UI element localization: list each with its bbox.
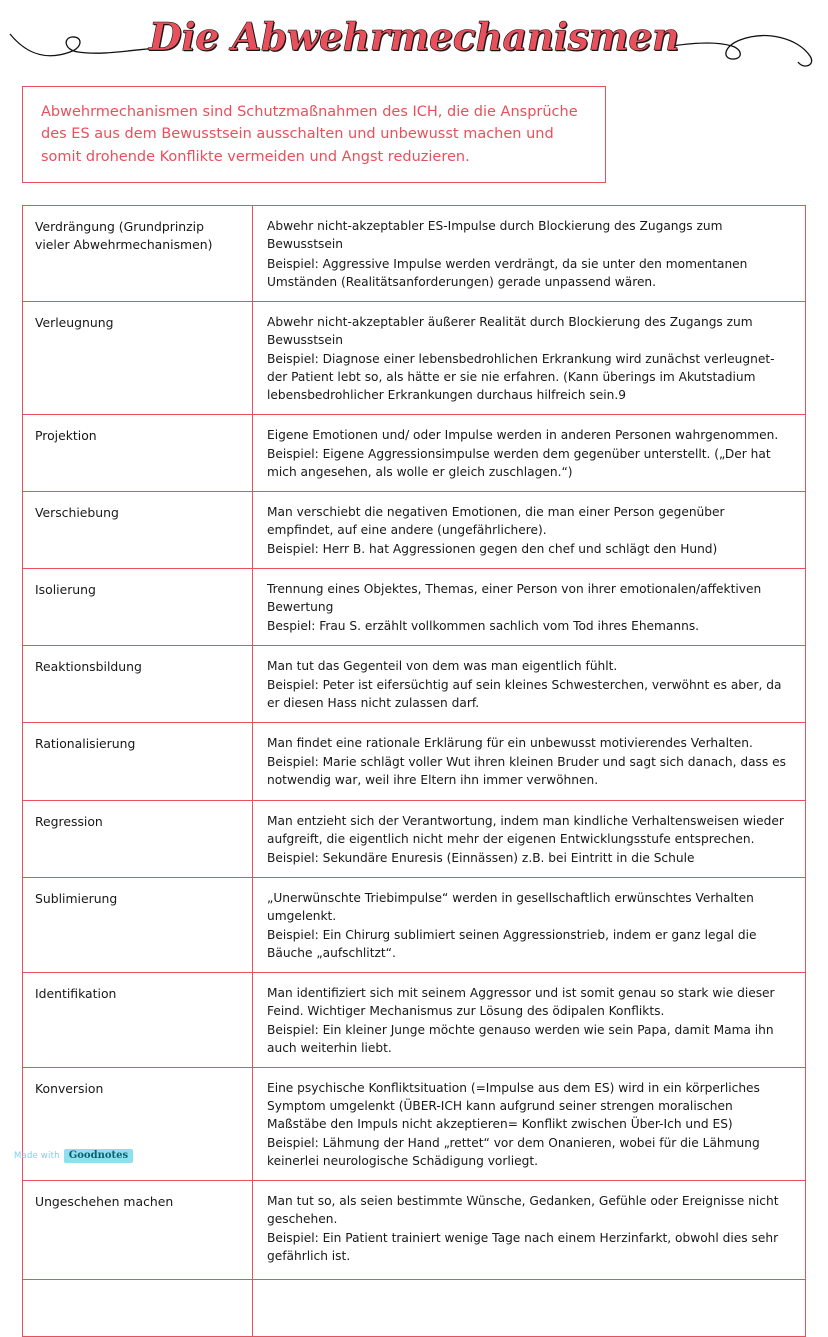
term-cell: Identifikation [23,973,253,1067]
term-cell: Projektion [23,415,253,491]
table-row [23,1068,805,1181]
table-row [23,415,805,492]
description-line: Man entzieht sich der Verantwortung, indem man kindliche Verhaltensweisen wieder aufgreift, die eigentlich nicht mehr der eigenen Entwicklungsstufe entsprechen. [267,813,784,846]
table-row [23,206,805,301]
example-line: Beispiel: Ein kleiner Junge möchte genauso werden wie sein Papa, damit Mama ihn auch weiterhin liebt. [267,1022,774,1055]
example-line: Beispiel: Peter ist eifersüchtig auf sein kleines Schwesterchen, verwöhnt es aber, da er diesen Hass nicht zulassen darf. [267,678,782,711]
made-with-label: Made with [14,1151,60,1161]
goodnotes-badge [14,1149,133,1163]
description-cell [253,1068,805,1180]
description-line: Man findet eine rationale Erklärung für ein unbewusst motivierendes Verhalten. [267,736,753,751]
description-line: „Unerwünschte Triebimpulse“ werden in gesellschaftlich erwünschtes Verhalten umgelenkt. [267,890,754,923]
description-cell [253,569,805,645]
table-row [23,492,805,569]
description-line: Man verschiebt die negativen Emotionen, die man einer Person gegenüber empfindet, auf eine andere (ungefährlichere). [267,504,725,538]
table-row [23,878,805,973]
description-line: Abwehr nicht-akzeptabler ES-Impulse durch Blockierung des Zugangs zum Bewusstsein [267,219,723,252]
description-cell [253,206,805,300]
term-cell: Regression [23,801,253,877]
table-row [23,569,805,646]
term-cell: Reaktionsbildung [23,646,253,722]
description-cell-empty [253,1280,805,1336]
table-row-empty [23,1280,805,1337]
description-cell [253,415,805,491]
example-line: Beispiel: Eigene Aggressionsimpulse werden dem gegenüber unterstellt. („Der hat mich angesehen, als wolle er gleich zuschlagen.“) [267,446,771,479]
table-row [23,723,805,800]
description-line: Eigene Emotionen und/ oder Impulse werden in anderen Personen wahrgenommen. [267,427,779,442]
term-cell: Isolierung [23,569,253,645]
term-cell-empty [23,1280,253,1336]
description-line: Man identifiziert sich mit seinem Aggressor und ist somit genau so stark wie dieser Feind. Wichtiger Mechanismus zur Lösung des ödipalen Konflikts. [267,985,775,1018]
term-cell: Verdrängung (Grundprinzip vieler Abwehrmechanismen) [23,206,253,300]
description-cell [253,801,805,877]
defense-mechanisms-table [22,205,806,1337]
description-cell [253,1181,805,1279]
intro-definition-text: Abwehrmechanismen sind Schutzmaßnahmen des ICH, die die Ansprüche des ES aus dem Bewusstsein ausschalten und unbewusst machen und somit drohende Konflikte vermeiden und Angst reduzieren. [41,104,578,165]
term-cell: Konversion [23,1068,253,1180]
example-line: Beispiel: Diagnose einer lebensbedrohlichen Erkrankung wird zunächst verleugnet- der Patient lebt so, als hätte er sie nie erfahren. (Kann überings im Akutstadium lebensbedrohlicher Erkrankungen durchaus hilfreich sein.9 [267,351,775,402]
description-line: Abwehr nicht-akzeptabler äußerer Realität durch Blockierung des Zugangs zum Bewusstsein [267,314,753,347]
description-cell [253,302,805,414]
page-title: Die Abwehrmechanismen [148,14,680,59]
table-row [23,302,805,415]
example-line: Beispiel: Ein Chirurg sublimiert seinen Aggressionstrieb, indem er ganz legal die Bäuche „aufschlitzt“. [267,927,757,960]
goodnotes-label: Goodnotes [64,1149,133,1163]
term-cell: Sublimierung [23,878,253,972]
document-header [0,0,828,78]
example-line: Beispiel: Sekundäre Enuresis (Einnässen) z.B. bei Eintritt in die Schule [267,850,695,865]
example-line: Beispiel: Herr B. hat Aggressionen gegen den chef und schlägt den Hund) [267,542,718,557]
description-cell [253,492,805,568]
description-line: Trennung eines Objektes, Themas, einer Person von ihrer emotionalen/affektiven Bewertung [267,582,762,615]
example-line: Beispiel: Aggressive Impulse werden verdrängt, da sie unter den momentanen Umständen (Realitätsanforderungen) gerade unpassend wären. [267,256,748,289]
example-line: Bespiel: Frau S. erzählt vollkommen sachlich vom Tod ihres Ehemanns. [267,619,700,634]
description-cell [253,646,805,722]
description-cell [253,723,805,799]
description-line: Eine psychische Konfliktsituation (=Impulse aus dem ES) wird in ein körperliches Symptom umgelenkt (ÜBER-ICH kann aufgrund seiner strengen moralischen Maßstäbe den Impuls nicht akzeptieren= Konflikt zwischen Über-Ich und ES) [267,1081,760,1132]
table-row [23,646,805,723]
term-cell: Verleugnung [23,302,253,414]
table-row [23,1181,805,1280]
term-cell: Rationalisierung [23,723,253,799]
description-line: Man tut das Gegenteil von dem was man eigentlich fühlt. [267,659,618,674]
description-line: Man tut so, als seien bestimmte Wünsche, Gedanken, Gefühle oder Ereignisse nicht geschehen. [267,1194,779,1227]
table-row [23,801,805,878]
example-line: Beispiel: Ein Patient trainiert wenige Tage nach einem Herzinfarkt, obwohl dies sehr gefährlich ist. [267,1231,779,1264]
intro-definition-box [22,86,606,183]
term-cell: Ungeschehen machen [23,1181,253,1279]
example-line: Beispiel: Lähmung der Hand „rettet“ vor dem Onanieren, wobei für die Lähmung keinerlei neurologische Schädigung vorliegt. [267,1136,760,1169]
description-cell [253,973,805,1067]
term-cell: Verschiebung [23,492,253,568]
table-row [23,973,805,1068]
description-cell [253,878,805,972]
example-line: Beispiel: Marie schlägt voller Wut ihren kleinen Bruder und sagt sich danach, dass es notwendig war, weil ihre Eltern ihn immer verwöhnen. [267,755,786,788]
